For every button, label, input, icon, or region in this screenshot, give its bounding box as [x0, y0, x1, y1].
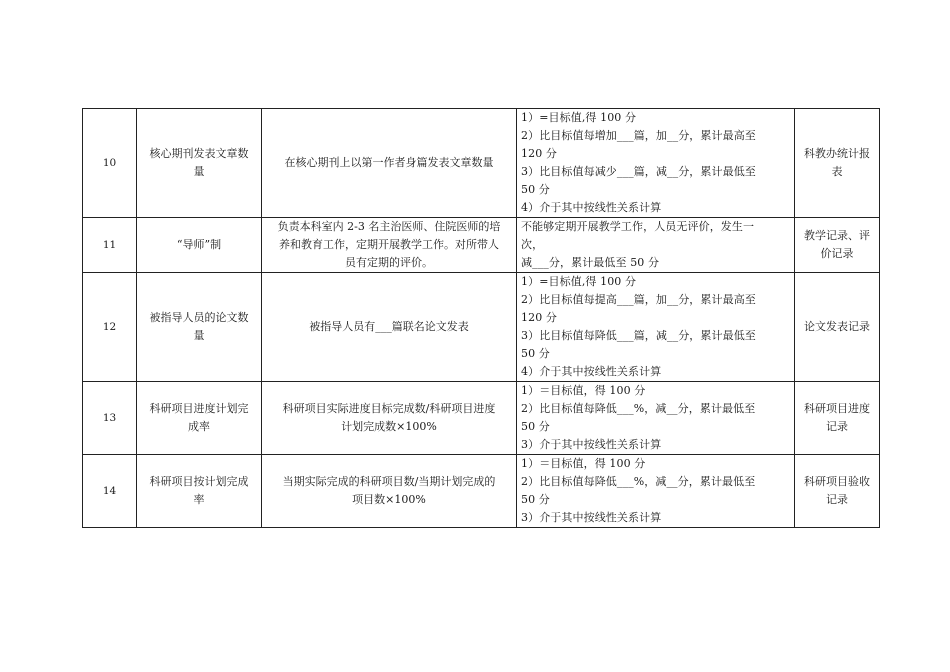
- table-row: [83, 382, 880, 455]
- row-number: 12: [102, 321, 117, 333]
- indicator-name-line: 科研项目进度计划完: [149, 402, 249, 415]
- scoring-standard-line: 50 分: [521, 493, 550, 506]
- definition-cell: [262, 109, 517, 218]
- scoring-standard-line: 2）比目标值每降低___%，减__分，累计最低至: [521, 402, 756, 415]
- scoring-standard-line: 1）＝目标值，得 100 分: [521, 457, 646, 470]
- table-row: [83, 109, 880, 218]
- row-number-cell: [83, 273, 137, 382]
- scoring-standard-line: 2）比目标值每提高___篇，加__分，累计最高至: [521, 293, 756, 306]
- scoring-standard-line: 50 分: [521, 420, 550, 433]
- indicator-name-line: 量: [193, 165, 205, 178]
- scoring-standard-line: 1）=目标值,得 100 分: [521, 111, 637, 124]
- scoring-standard-cell: [517, 218, 795, 273]
- scoring-standard-line: 2）比目标值每降低___%，减__分，累计最低至: [521, 475, 756, 488]
- data-source-line: 科研项目验收: [804, 475, 870, 488]
- scoring-standard-line: 3）比目标值每减少___篇，减__分，累计最低至: [521, 165, 756, 178]
- indicator-name-line: 量: [193, 329, 205, 342]
- scoring-standard-cell: [517, 273, 795, 382]
- indicator-name-line: 核心期刊发表文章数: [149, 147, 249, 160]
- row-number: 10: [102, 157, 117, 169]
- scoring-standard-line: 1）=目标值,得 100 分: [521, 275, 637, 288]
- definition-line: 在核心期刊上以第一作者身篇发表文章数量: [284, 156, 494, 169]
- indicator-name-line: “导师”制: [176, 238, 222, 251]
- definition-line: 计划完成数×100%: [341, 420, 437, 433]
- row-number-cell: [83, 109, 137, 218]
- table-row: [83, 455, 880, 528]
- data-source-cell: [795, 382, 880, 455]
- data-source-line: 价记录: [820, 247, 854, 260]
- indicator-name-line: 成率: [188, 420, 210, 433]
- row-number-cell: [83, 218, 137, 273]
- scoring-standard-line: 1）＝目标值，得 100 分: [521, 384, 646, 397]
- scoring-standard-line: 50 分: [521, 183, 550, 196]
- indicator-name-cell: [137, 382, 262, 455]
- scoring-standard-line: 4）介于其中按线性关系计算: [521, 201, 662, 214]
- definition-line: 负责本科室内 2-3 名主治医师、住院医师的培: [277, 220, 501, 233]
- scoring-standard-cell: [517, 455, 795, 528]
- scoring-standard-line: 120 分: [521, 311, 557, 324]
- definition-cell: [262, 218, 517, 273]
- definition-line: 项目数×100%: [352, 493, 426, 506]
- scoring-standard-line: 3）介于其中按线性关系计算: [521, 438, 662, 451]
- scoring-standard-line: 次，: [521, 238, 544, 251]
- data-source-cell: [795, 109, 880, 218]
- data-source-cell: [795, 455, 880, 528]
- scoring-standard-line: 不能够定期开展教学工作，人员无评价，发生一: [521, 220, 755, 233]
- data-source-line: 科研项目进度: [804, 402, 870, 415]
- table-row: [83, 273, 880, 382]
- indicator-name-line: 被指导人员的论文数: [149, 311, 249, 324]
- table-row: [83, 218, 880, 273]
- scoring-standard-line: 3）介于其中按线性关系计算: [521, 511, 662, 524]
- row-number: 11: [102, 239, 117, 251]
- data-source-line: 记录: [826, 420, 848, 433]
- data-source-line: 科教办统计报: [804, 147, 870, 160]
- row-number: 13: [102, 412, 117, 424]
- data-source-line: 表: [831, 165, 843, 178]
- data-source-line: 教学记录、评: [804, 229, 870, 242]
- definition-cell: [262, 455, 517, 528]
- definition-line: 当期实际完成的科研项目数/当期计划完成的: [282, 475, 496, 488]
- scoring-standard-line: 3）比目标值每降低___篇，减__分，累计最低至: [521, 329, 756, 342]
- definition-cell: [262, 273, 517, 382]
- definition-line: 被指导人员有___篇联名论文发表: [309, 320, 469, 333]
- scoring-standard-line: 50 分: [521, 347, 550, 360]
- definition-line: 科研项目实际进度目标完成数/科研项目进度: [282, 402, 496, 415]
- definition-cell: [262, 382, 517, 455]
- indicator-name-line: 科研项目按计划完成: [149, 475, 249, 488]
- definition-line: 员有定期的评价。: [345, 256, 433, 269]
- data-source-line: 记录: [826, 493, 848, 506]
- indicator-table: [82, 108, 880, 528]
- row-number-cell: [83, 382, 137, 455]
- indicator-name-line: 率: [193, 493, 205, 506]
- indicator-name-cell: [137, 109, 262, 218]
- scoring-standard-line: 2）比目标值每增加___篇，加__分，累计最高至: [521, 129, 756, 142]
- indicator-name-cell: [137, 273, 262, 382]
- data-source-line: 论文发表记录: [804, 320, 870, 333]
- indicator-name-cell: [137, 455, 262, 528]
- data-source-cell: [795, 273, 880, 382]
- scoring-standard-cell: [517, 382, 795, 455]
- scoring-standard-line: 120 分: [521, 147, 557, 160]
- row-number: 14: [102, 485, 117, 497]
- scoring-standard-line: 减___分，累计最低至 50 分: [521, 256, 660, 269]
- indicator-name-cell: [137, 218, 262, 273]
- data-source-cell: [795, 218, 880, 273]
- definition-line: 养和教育工作，定期开展教学工作。对所带人: [279, 238, 499, 251]
- indicator-table-body: [83, 109, 880, 528]
- scoring-standard-cell: [517, 109, 795, 218]
- scoring-standard-line: 4）介于其中按线性关系计算: [521, 365, 662, 378]
- row-number-cell: [83, 455, 137, 528]
